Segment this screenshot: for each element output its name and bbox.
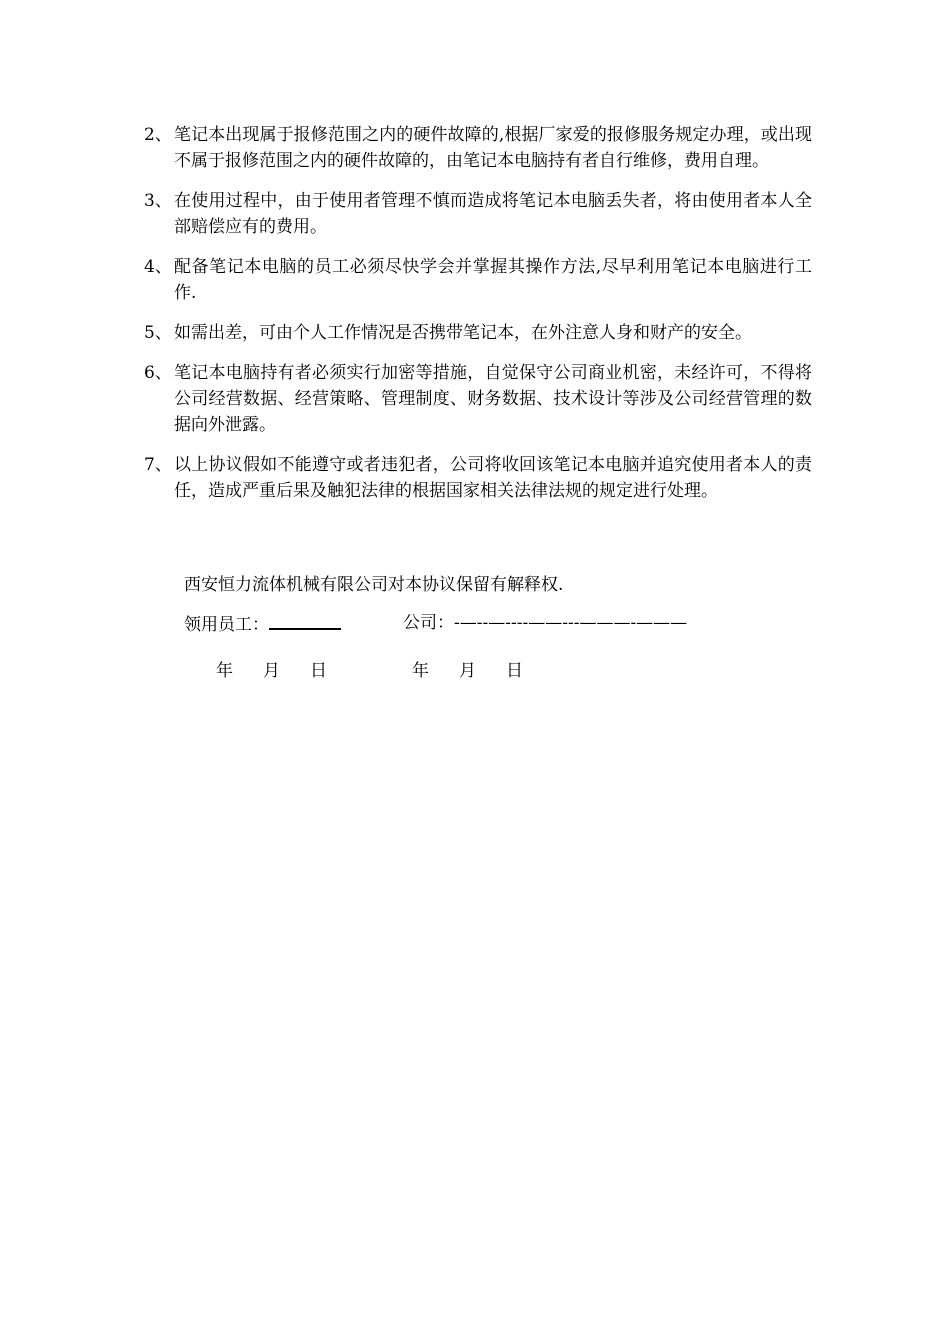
clause-item — [144, 452, 812, 504]
interpretation-statement: 西安恒力流体机械有限公司对本协议保留有解释权. — [184, 575, 564, 595]
clause-number: 4、 — [144, 257, 172, 277]
clause-text: 以上协议假如不能遵守或者违犯者，公司将收回该笔记本电脑并追究使用者本人的责任，造成严重后果及触犯法律的根据国家相关法律法规的规定进行处理。 — [174, 455, 812, 501]
date-year: 年 — [412, 661, 429, 681]
clause-text: 笔记本出现属于报修范围之内的硬件故障的,根据厂家爱的报修服务规定办理，或出现不属于报修范围之内的硬件故障的，由笔记本电脑持有者自行维修，费用自理。 — [174, 125, 812, 171]
clause-number: 2、 — [144, 125, 172, 145]
company-date — [412, 658, 553, 684]
clause-text: 如需出差，可由个人工作情况是否携带笔记本，在外注意人身和财产的安全。 — [174, 323, 752, 343]
clause-item — [144, 254, 812, 306]
clause-text: 在使用过程中，由于使用者管理不慎而造成将笔记本电脑丢失者，将由使用者本人全部赔偿应有的费用。 — [174, 191, 812, 237]
date-month: 月 — [263, 661, 280, 681]
date-day: 日 — [310, 661, 327, 681]
employee-date — [216, 658, 357, 684]
clause-item — [144, 122, 812, 174]
clause-list — [144, 122, 812, 518]
company-signature-label: 公司： — [403, 613, 454, 633]
company-signature — [403, 610, 687, 636]
date-month: 月 — [459, 661, 476, 681]
clause-item — [144, 320, 812, 346]
clause-item — [144, 360, 812, 438]
employee-signature-line — [269, 610, 341, 630]
clause-number: 6、 — [144, 363, 172, 383]
company-signature-line: -—--—----——---———-——— — [454, 613, 688, 633]
clause-text: 配备笔记本电脑的员工必须尽快学会并掌握其操作方法,尽早利用笔记本电脑进行工作. — [174, 257, 812, 303]
clause-text: 笔记本电脑持有者必须实行加密等措施，自觉保守公司商业机密，未经许可，不得将公司经营数据、经营策略、管理制度、财务数据、技术设计等涉及公司经营管理的数据向外泄露。 — [174, 363, 812, 435]
date-day: 日 — [506, 661, 523, 681]
clause-number: 7、 — [144, 455, 172, 475]
employee-signature-label: 领用员工： — [184, 615, 269, 635]
employee-signature — [184, 610, 341, 638]
clause-number: 3、 — [144, 191, 172, 211]
clause-item — [144, 188, 812, 240]
clause-number: 5、 — [144, 323, 172, 343]
date-year: 年 — [216, 661, 233, 681]
